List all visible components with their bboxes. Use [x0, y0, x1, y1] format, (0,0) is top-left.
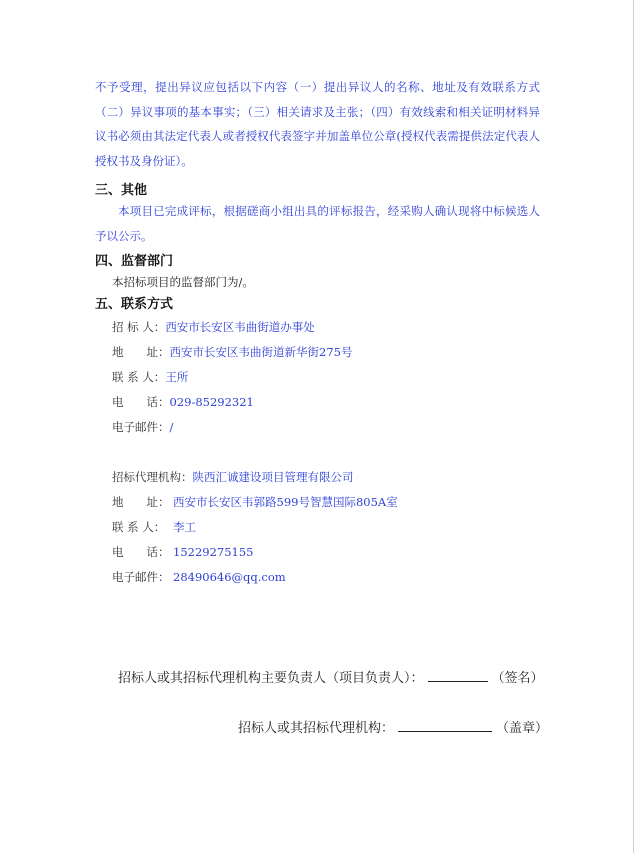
signature-principal-blank[interactable]	[428, 668, 488, 682]
tenderer-email-label: 电子邮件：	[112, 420, 170, 434]
agency-name-row	[112, 469, 354, 485]
tenderer-address-value: 西安市长安区韦曲街道新华街275号	[169, 345, 353, 359]
tenderer-address-label: 地 址：	[112, 345, 170, 359]
agency-name-label: 招标代理机构：	[112, 470, 193, 484]
agency-address-label: 地 址：	[112, 495, 170, 509]
agency-phone-row	[112, 544, 253, 560]
signature-line-principal	[118, 667, 544, 686]
signature-seal-suffix: （盖章）	[496, 721, 549, 736]
agency-name-value: 陕西汇诚建设项目管理有限公司	[192, 470, 354, 484]
signature-principal-suffix: （签名）	[491, 671, 544, 686]
tenderer-contact-value: 王所	[165, 370, 189, 384]
agency-address-row	[112, 494, 398, 510]
signature-line-seal	[238, 717, 548, 736]
section-3-body: 本项目已完成评标，根据磋商小组出具的评标报告，经采购人确认现将中标候选人予以公示。	[95, 204, 540, 243]
agency-contact-label: 联 系 人：	[112, 520, 166, 534]
signature-seal-blank[interactable]	[398, 718, 492, 732]
agency-phone-value: 15229275155	[173, 545, 254, 559]
objection-paragraph: 不予受理，提出异议应包括以下内容（一）提出异议人的名称、地址及有效联系方式（二）异议事项的基本事实；（三）相关请求及主张；（四）有效线索和相关证明材料异议书必须由其法定代表人或者授权代表签字并加盖单位公章(授权代表需提供法定代表人授权书及身份证）。	[95, 80, 540, 168]
tenderer-phone-value: 029-85292321	[169, 395, 254, 409]
agency-address-value: 西安市长安区韦郭路599号智慧国际805A室	[173, 495, 398, 509]
tenderer-phone-label: 电 话：	[112, 395, 170, 409]
section-4-heading: 四、监督部门	[95, 254, 174, 269]
tenderer-phone-row	[112, 394, 254, 410]
agency-phone-label: 电 话：	[112, 545, 170, 559]
agency-contact-row	[112, 519, 196, 535]
agency-email-label: 电子邮件：	[112, 570, 170, 584]
tenderer-contact-row	[112, 369, 188, 385]
tenderer-name-label: 招 标 人：	[112, 320, 166, 334]
section-4-body: 本招标项目的监督部门为/。	[112, 275, 254, 289]
agency-email-row	[112, 569, 286, 585]
section-5-heading: 五、联系方式	[95, 297, 174, 312]
agency-email-value: 28490646@qq.com	[173, 570, 286, 584]
agency-contact-value: 李工	[173, 520, 196, 534]
tenderer-address-row	[112, 344, 352, 360]
signature-seal-label: 招标人或其招标代理机构：	[238, 721, 395, 736]
tenderer-name-row	[112, 319, 315, 335]
section-3-heading: 三、其他	[95, 183, 148, 198]
tenderer-email-value: /	[169, 420, 174, 434]
signature-principal-label: 招标人或其招标代理机构主要负责人（项目负责人）：	[118, 671, 424, 686]
tenderer-contact-label: 联 系 人：	[112, 370, 166, 384]
tenderer-name-value: 西安市长安区韦曲街道办事处	[165, 320, 315, 334]
tenderer-email-row	[112, 419, 173, 435]
